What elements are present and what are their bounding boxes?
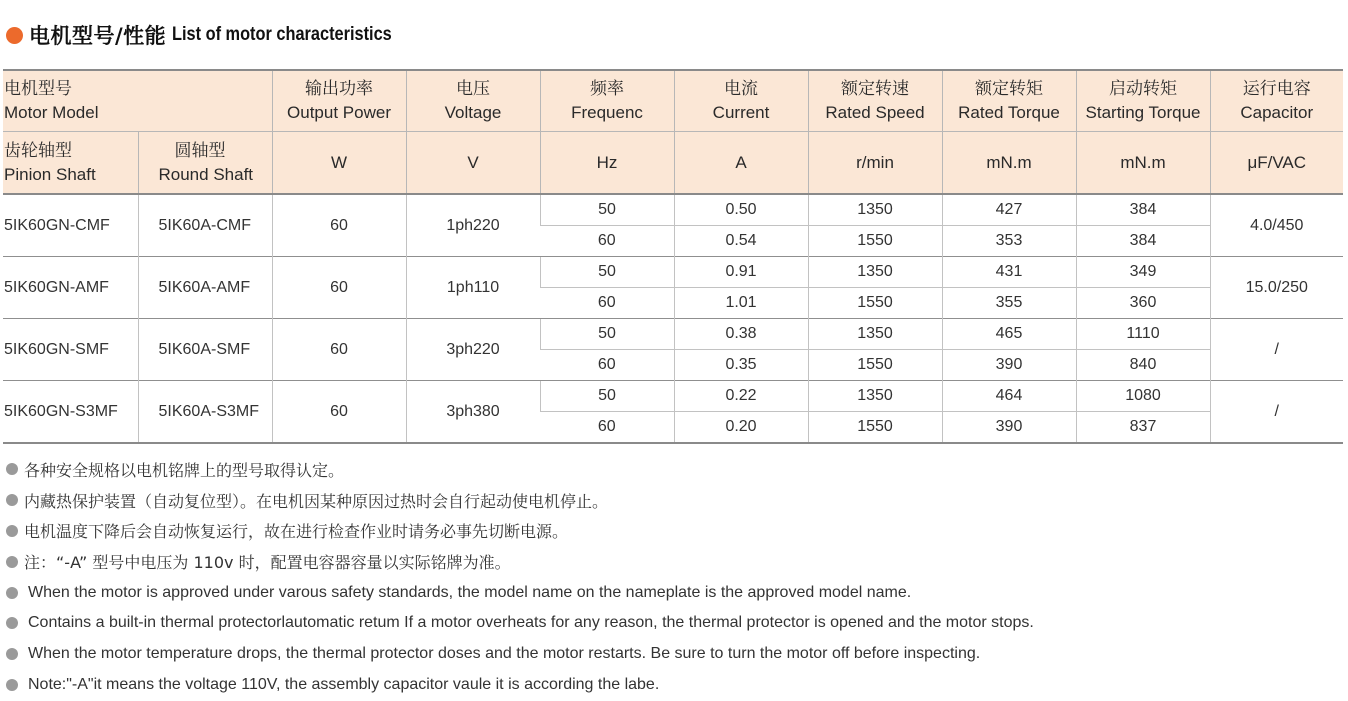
- header-voltage: 电压 Voltage: [406, 70, 540, 132]
- motor-spec-table: [3, 69, 1343, 444]
- note-text: When the motor is approved under varous safety standards, the model name on the nameplate is the approved model name.: [28, 583, 912, 601]
- note-text: 注：“-A” 型号中电压为 110v 时，配置电容器容量以实际铭牌为准。: [24, 553, 511, 573]
- rated-torque-cell: 353: [942, 226, 1076, 257]
- gray-bullet-icon: [6, 494, 18, 506]
- note-text: 电机温度下降后会自动恢复运行，故在进行检查作业时请务必事先切断电源。: [24, 522, 569, 542]
- rated-speed-cell: 1350: [808, 194, 942, 226]
- note-text: 内藏热保护装置（自动复位型）。在电机因某种原因过热时会自行起动使电机停止。: [24, 491, 609, 511]
- table-header: [3, 70, 1343, 194]
- pinion-shaft-model: 5IK60GN-CMF: [3, 194, 138, 257]
- header-capacitor: 运行电容 Capacitor: [1210, 70, 1343, 132]
- rated-torque-cell: 431: [942, 257, 1076, 288]
- pinion-shaft-model: 5IK60GN-AMF: [3, 257, 138, 319]
- table-row: [3, 381, 1343, 412]
- frequency-cell: 50: [540, 319, 674, 350]
- starting-torque-cell: 360: [1076, 288, 1210, 319]
- starting-torque-cell: 384: [1076, 226, 1210, 257]
- gray-bullet-icon: [6, 556, 18, 568]
- capacitor-cell: /: [1210, 381, 1343, 444]
- note-item: [6, 485, 1336, 516]
- starting-torque-cell: 384: [1076, 194, 1210, 226]
- current-cell: 0.54: [674, 226, 808, 257]
- unit-output-power: W: [272, 132, 406, 195]
- note-text: Note:"-A"it means the voltage 110V, the assembly capacitor vaule it is according the labe.: [28, 675, 660, 693]
- rated-torque-cell: 390: [942, 350, 1076, 381]
- table-row: [3, 194, 1343, 226]
- frequency-cell: 60: [540, 350, 674, 381]
- table-body: [3, 194, 1343, 443]
- capacitor-cell: 4.0/450: [1210, 194, 1343, 257]
- gray-bullet-icon: [6, 525, 18, 537]
- starting-torque-cell: 349: [1076, 257, 1210, 288]
- notes-list: [6, 454, 1336, 700]
- current-cell: 0.38: [674, 319, 808, 350]
- frequency-cell: 60: [540, 412, 674, 444]
- frequency-cell: 60: [540, 288, 674, 319]
- frequency-cell: 50: [540, 257, 674, 288]
- note-text: When the motor temperature drops, the thermal protector doses and the motor restarts. Be sure to turn the motor off before inspecting.: [28, 645, 981, 663]
- capacitor-cell: /: [1210, 319, 1343, 381]
- rated-torque-cell: 464: [942, 381, 1076, 412]
- rated-speed-cell: 1550: [808, 350, 942, 381]
- current-cell: 0.22: [674, 381, 808, 412]
- current-cell: 0.20: [674, 412, 808, 444]
- header-motor-model: 电机型号 Motor Model: [3, 70, 272, 132]
- unit-frequency: Hz: [540, 132, 674, 195]
- gray-bullet-icon: [6, 587, 18, 599]
- header-starting-torque: 启动转矩 Starting Torque: [1076, 70, 1210, 132]
- title-en: List of motor characteristics: [172, 24, 392, 45]
- rated-speed-cell: 1550: [808, 226, 942, 257]
- unit-rated-speed: r/min: [808, 132, 942, 195]
- current-cell: 0.91: [674, 257, 808, 288]
- starting-torque-cell: 1110: [1076, 319, 1210, 350]
- header-output-power: 输出功率 Output Power: [272, 70, 406, 132]
- header-pinion-shaft: 齿轮轴型 Pinion Shaft: [3, 132, 138, 195]
- title-zh: 电机型号/性能: [29, 24, 167, 48]
- unit-voltage: V: [406, 132, 540, 195]
- rated-speed-cell: 1550: [808, 288, 942, 319]
- output-power-cell: 60: [272, 381, 406, 444]
- frequency-cell: 50: [540, 194, 674, 226]
- note-item: [6, 516, 1336, 547]
- gray-bullet-icon: [6, 617, 18, 629]
- voltage-cell: 1ph110: [406, 257, 540, 319]
- header-frequency: 频率 Frequenc: [540, 70, 674, 132]
- gray-bullet-icon: [6, 648, 18, 660]
- frequency-cell: 60: [540, 226, 674, 257]
- round-shaft-model: 5IK60A-SMF: [138, 319, 272, 381]
- rated-speed-cell: 1350: [808, 319, 942, 350]
- starting-torque-cell: 837: [1076, 412, 1210, 444]
- starting-torque-cell: 1080: [1076, 381, 1210, 412]
- page-title: [6, 20, 428, 50]
- rated-speed-cell: 1350: [808, 257, 942, 288]
- note-item: [6, 577, 1336, 608]
- output-power-cell: 60: [272, 257, 406, 319]
- rated-speed-cell: 1350: [808, 381, 942, 412]
- note-item: [6, 670, 1336, 701]
- header-rated-torque: 额定转矩 Rated Torque: [942, 70, 1076, 132]
- voltage-cell: 1ph220: [406, 194, 540, 257]
- pinion-shaft-model: 5IK60GN-SMF: [3, 319, 138, 381]
- unit-current: A: [674, 132, 808, 195]
- note-text: Contains a built-in thermal protectorlautomatic retum If a motor overheats for any reason, the thermal protector is opened and the motor stops.: [28, 614, 1034, 632]
- rated-torque-cell: 390: [942, 412, 1076, 444]
- table-row: [3, 257, 1343, 288]
- note-item: [6, 454, 1336, 485]
- pinion-shaft-model: 5IK60GN-S3MF: [3, 381, 138, 444]
- round-shaft-model: 5IK60A-AMF: [138, 257, 272, 319]
- rated-torque-cell: 427: [942, 194, 1076, 226]
- header-rated-speed: 额定转速 Rated Speed: [808, 70, 942, 132]
- current-cell: 0.35: [674, 350, 808, 381]
- frequency-cell: 50: [540, 381, 674, 412]
- starting-torque-cell: 840: [1076, 350, 1210, 381]
- note-item: [6, 639, 1336, 670]
- gray-bullet-icon: [6, 679, 18, 691]
- note-item: [6, 546, 1336, 577]
- voltage-cell: 3ph380: [406, 381, 540, 444]
- table-row: [3, 319, 1343, 350]
- note-item: [6, 608, 1336, 639]
- unit-starting-torque: mN.m: [1076, 132, 1210, 195]
- voltage-cell: 3ph220: [406, 319, 540, 381]
- note-text: 各种安全规格以电机铭牌上的型号取得认定。: [24, 460, 345, 480]
- rated-speed-cell: 1550: [808, 412, 942, 444]
- current-cell: 0.50: [674, 194, 808, 226]
- round-shaft-model: 5IK60A-S3MF: [138, 381, 272, 444]
- output-power-cell: 60: [272, 319, 406, 381]
- current-cell: 1.01: [674, 288, 808, 319]
- rated-torque-cell: 355: [942, 288, 1076, 319]
- unit-rated-torque: mN.m: [942, 132, 1076, 195]
- unit-capacitor: μF/VAC: [1210, 132, 1343, 195]
- gray-bullet-icon: [6, 463, 18, 475]
- header-round-shaft: 圆轴型 Round Shaft: [138, 132, 272, 195]
- orange-bullet-icon: [6, 27, 23, 44]
- rated-torque-cell: 465: [942, 319, 1076, 350]
- header-current: 电流 Current: [674, 70, 808, 132]
- capacitor-cell: 15.0/250: [1210, 257, 1343, 319]
- round-shaft-model: 5IK60A-CMF: [138, 194, 272, 257]
- output-power-cell: 60: [272, 194, 406, 257]
